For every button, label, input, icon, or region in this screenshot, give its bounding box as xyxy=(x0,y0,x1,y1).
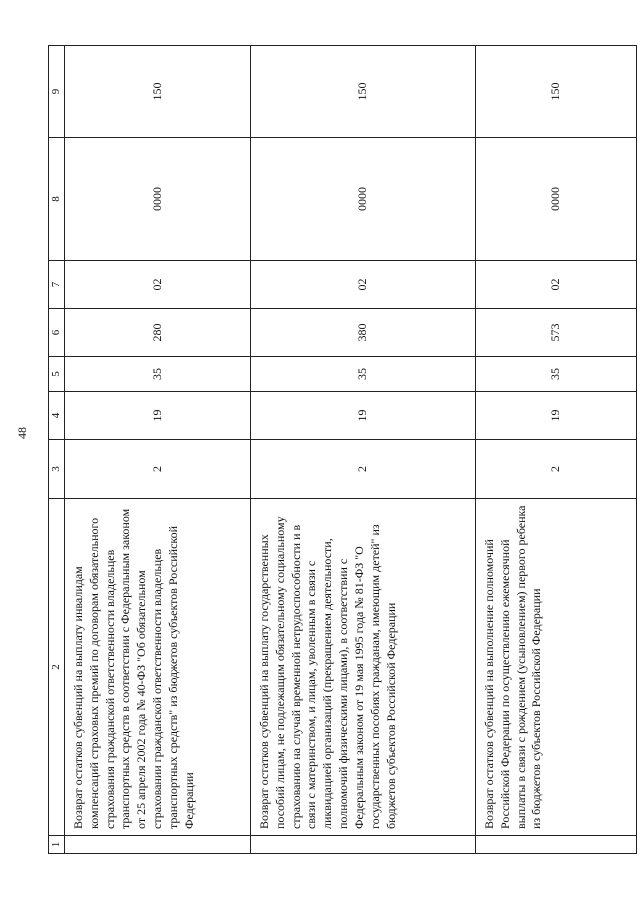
row-c6: 280 xyxy=(65,309,251,357)
header-col-1: 1 xyxy=(49,836,65,854)
row-col1 xyxy=(476,836,637,854)
row-c7: 02 xyxy=(65,261,251,309)
row-c3: 2 xyxy=(476,440,637,499)
row-c6: 380 xyxy=(251,309,476,357)
row-c7: 02 xyxy=(476,261,637,309)
row-c9: 150 xyxy=(65,46,251,138)
table-row xyxy=(251,46,476,854)
header-col-7: 7 xyxy=(49,261,65,309)
row-c6: 573 xyxy=(476,309,637,357)
budget-table-rotated xyxy=(48,46,635,854)
row-c5: 35 xyxy=(65,357,251,392)
row-description: Возврат остатков субвенций на выполнение полномочий Российской Федерации по осуществлению ежемесячной выплаты в связи с рождением (усыновлением) первого ребенка из бюджетов субъектов Российской Федерации xyxy=(476,499,637,836)
row-c8: 0000 xyxy=(65,138,251,261)
header-col-3: 3 xyxy=(49,440,65,499)
row-c9: 150 xyxy=(476,46,637,138)
row-c4: 19 xyxy=(65,392,251,440)
row-c7: 02 xyxy=(251,261,476,309)
header-col-2: 2 xyxy=(49,499,65,836)
row-description: Возврат остатков субвенций на выплату инвалидам компенсаций страховых премий по договорам обязательного страхования гражданской ответственности владельцев транспортных средств в соответствии с Федеральным законом от 25 апреля 2002 года № 40-ФЗ "Об обязательном страховании гражданской ответственности владельцев транспортных средств" из бюджетов субъектов Российской Федерации xyxy=(65,499,251,836)
header-col-4: 4 xyxy=(49,392,65,440)
header-col-8: 8 xyxy=(49,138,65,261)
header-col-6: 6 xyxy=(49,309,65,357)
row-c8: 0000 xyxy=(476,138,637,261)
header-col-5: 5 xyxy=(49,357,65,392)
row-c3: 2 xyxy=(65,440,251,499)
row-col1 xyxy=(251,836,476,854)
row-c5: 35 xyxy=(251,357,476,392)
row-c9: 150 xyxy=(251,46,476,138)
row-c4: 19 xyxy=(476,392,637,440)
row-c5: 35 xyxy=(476,357,637,392)
budget-code-table xyxy=(48,45,637,854)
table-header-row xyxy=(49,46,65,854)
row-description: Возврат остатков субвенций на выплату государственных пособий лицам, не подлежащим обязательному социальному страхованию на случай временной нетрудоспособности и в связи с материнством, и лицам, уволенным в связи с ликвидацией организаций (прекращением деятельности, полномочий физическими лицами), в соответствии с Федеральным законом от 19 мая 1995 года № 81-ФЗ "О государственных пособиях гражданам, имеющим детей" из бюджетов субъектов Российской Федерации xyxy=(251,499,476,836)
row-c8: 0000 xyxy=(251,138,476,261)
page-number: 48 xyxy=(15,427,29,439)
row-col1 xyxy=(65,836,251,854)
row-c3: 2 xyxy=(251,440,476,499)
table-row xyxy=(65,46,251,854)
row-c4: 19 xyxy=(251,392,476,440)
header-col-9: 9 xyxy=(49,46,65,138)
table-row xyxy=(476,46,637,854)
